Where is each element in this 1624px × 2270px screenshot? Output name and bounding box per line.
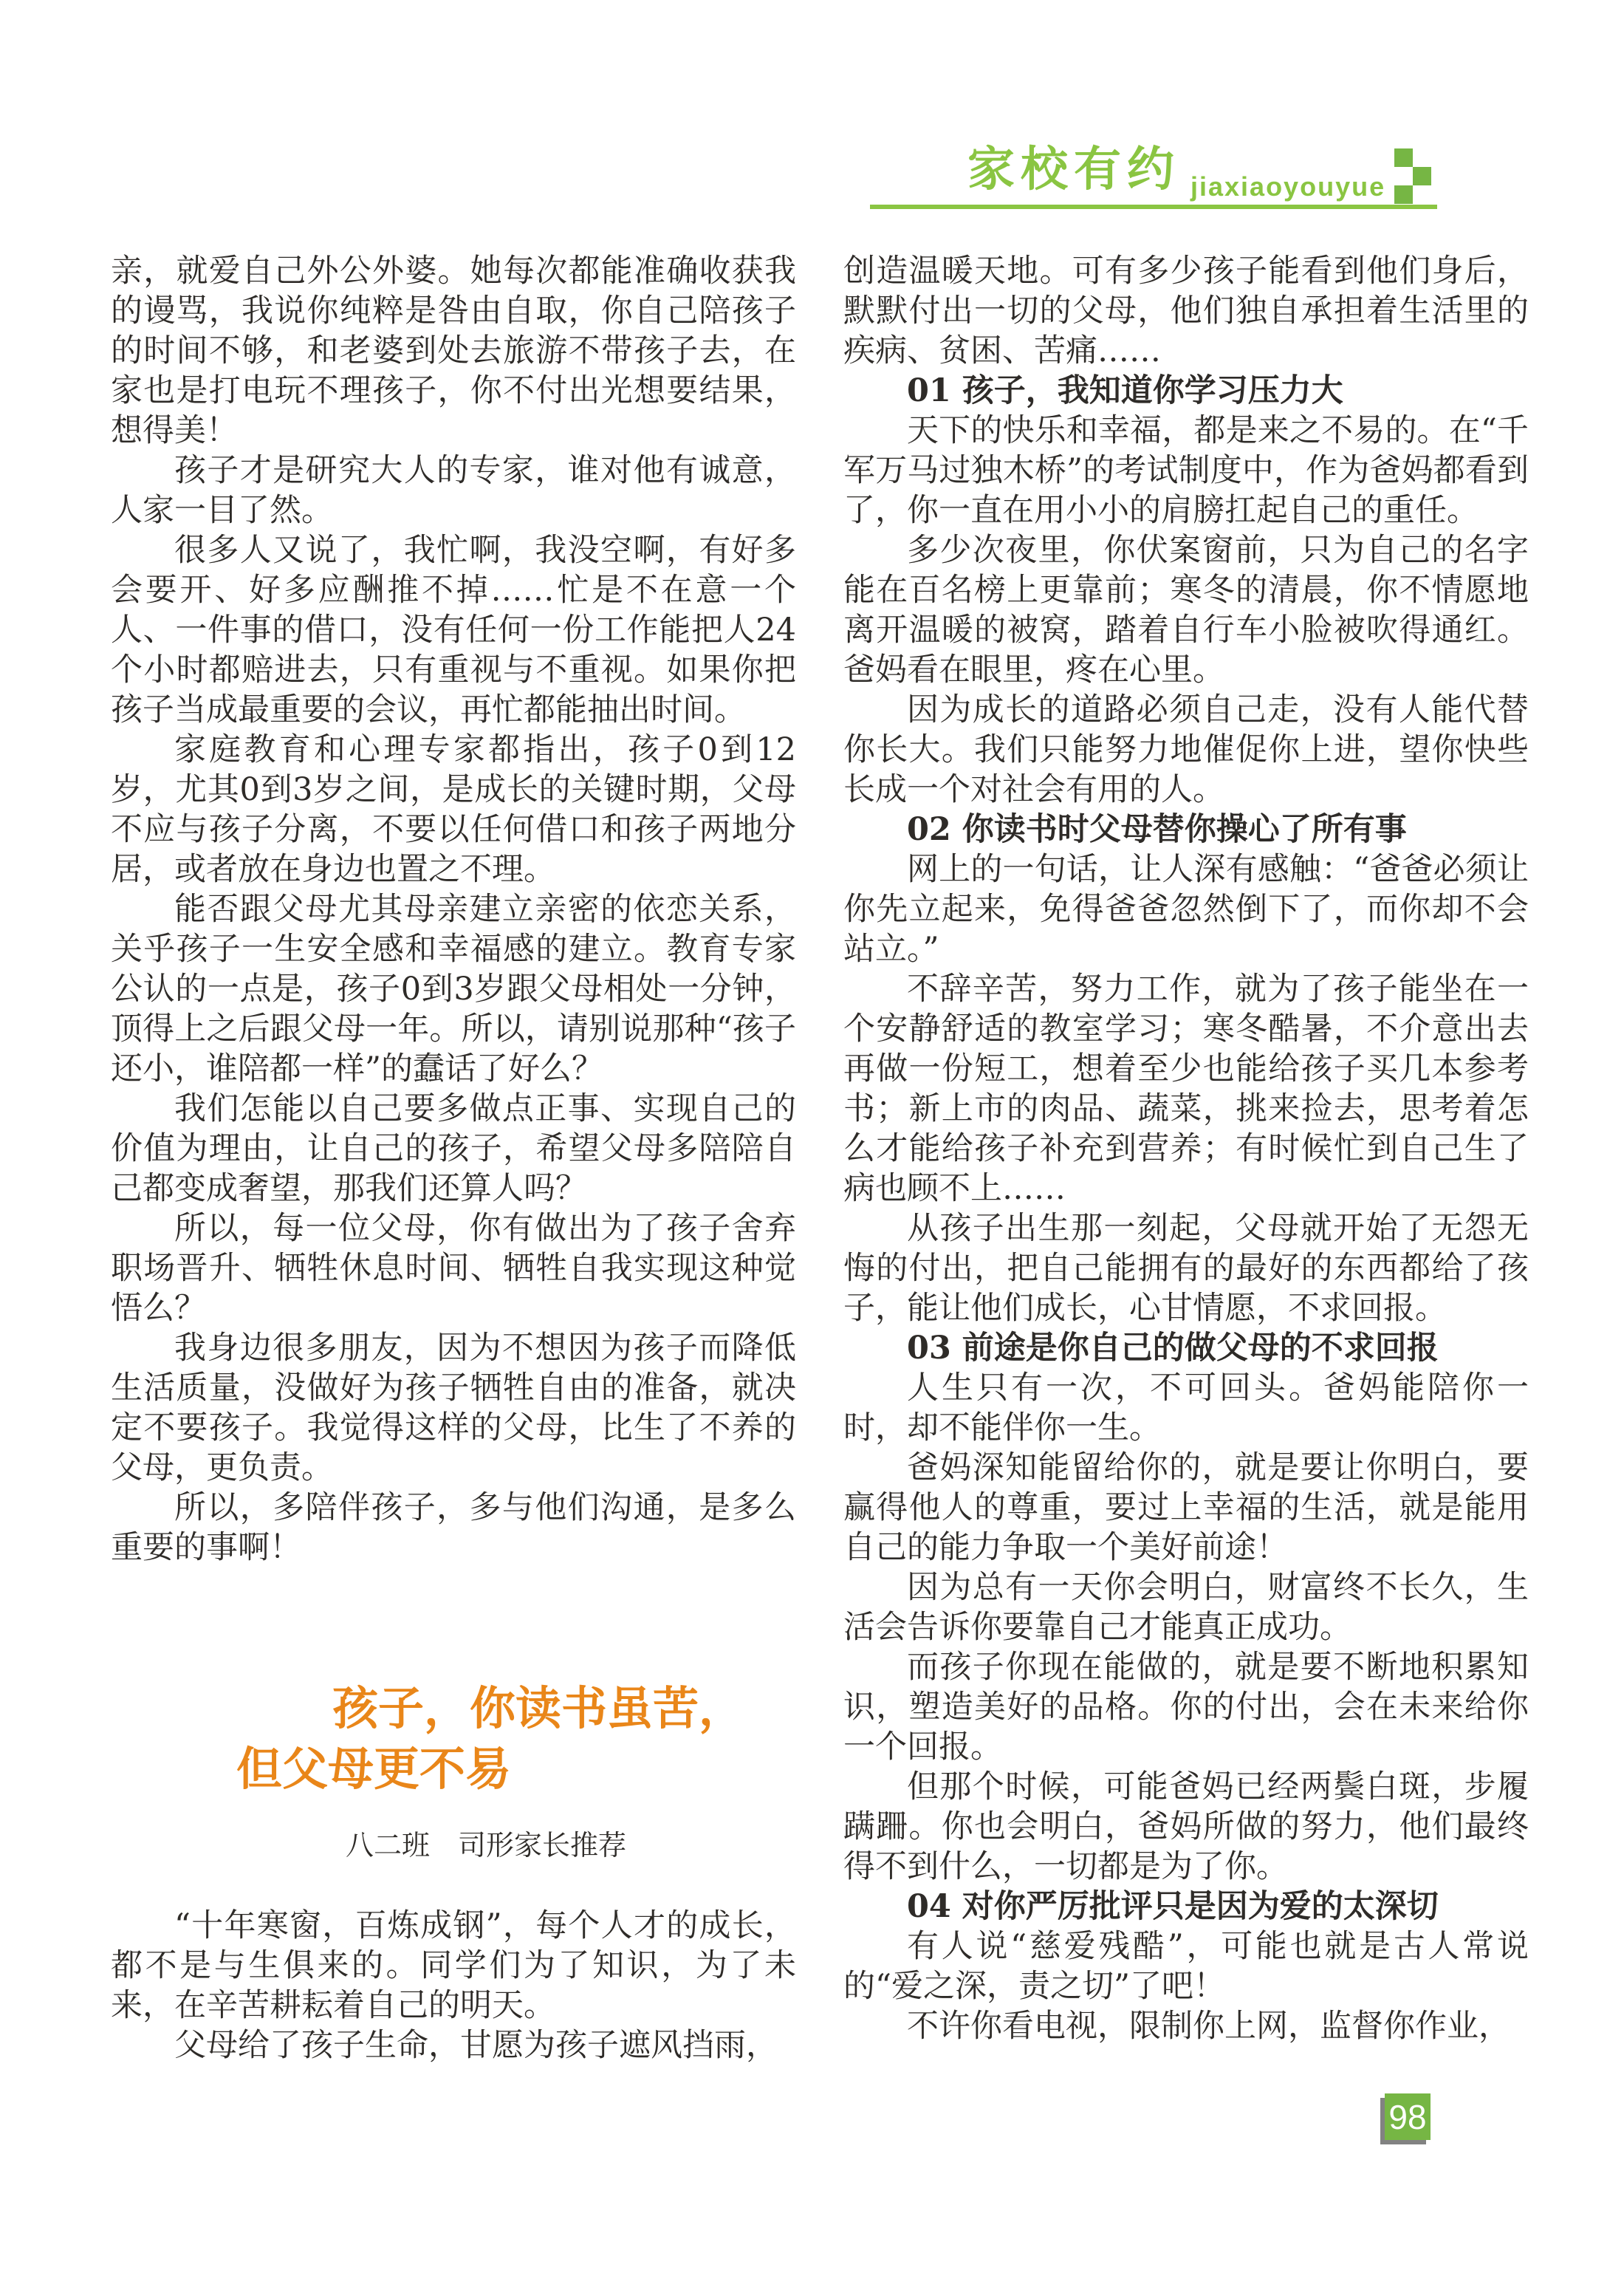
paragraph: 爸妈深知能留给你的，就是要让你明白，要赢得他人的尊重，要过上幸福的生活，就是能用自己的能力争取一个美好前途！: [843, 1449, 1529, 1566]
article-title-line1: 孩子，你读书虽苦，: [332, 1681, 745, 1735]
section-heading: 04 对你严厉批评只是因为爱的太深切: [907, 1888, 1439, 1925]
section-header-pinyin: jiaxiaoyouyue: [1190, 171, 1386, 202]
paragraph: 人生只有一次，不可回头。爸妈能陪你一时，却不能伴你一生。: [843, 1370, 1529, 1446]
logo-square-icon: [1394, 148, 1413, 167]
paragraph: 创造温暖天地。可有多少孩子能看到他们身后，默默付出一切的父母，他们独自承担着生活里的疾病、贫困、苦痛……: [843, 253, 1529, 369]
paragraph: 孩子才是研究大人的专家，谁对他有诚意，人家一目了然。: [111, 452, 796, 529]
paragraph: 我们怎能以自己要多做点正事、实现自己的价值为理由，让自己的孩子，希望父母多陪陪自己都变成奢望，那我们还算人吗？: [111, 1090, 796, 1207]
paragraph: 有人说“慈爱残酷”，可能也就是古人常说的“爱之深，责之切”了吧！: [843, 1928, 1529, 2005]
paragraph: 多少次夜里，你伏案窗前，只为自己的名字能在百名榜上更靠前；寒冬的清晨，你不情愿地离开温暖的被窝，踏着自行车小脸被吹得通红。爸妈看在眼里，疼在心里。: [843, 532, 1529, 688]
paragraph: 天下的快乐和幸福，都是来之不易的。在“千军万马过独木桥”的考试制度中，作为爸妈都看到了，你一直在用小小的肩膀扛起自己的重任。: [843, 412, 1529, 529]
paragraph: 能否跟父母尤其母亲建立亲密的依恋关系，关乎孩子一生安全感和幸福感的建立。教育专家公认的一点是，孩子0到3岁跟父母相处一分钟，顶得上之后跟父母一年。所以，请别说那种“孩子还小，谁陪都一样”的蠢话了好么？: [111, 891, 796, 1087]
paragraph: 很多人又说了，我忙啊，我没空啊，有好多会要开、好多应酬推不掉……忙是不在意一个人、一件事的借口，没有任何一份工作能把人24个小时都赔进去，只有重视与不重视。如果你把孩子当成最重要的会议，再忙都能抽出时间。: [111, 532, 796, 728]
logo-square-icon: [1394, 185, 1413, 204]
paragraph: 不辞辛苦，努力工作，就为了孩子能坐在一个安静舒适的教室学习；寒冬酷暑，不介意出去再做一份短工，想着至少也能给孩子买几本参考书；新上市的肉品、蔬菜，挑来捡去，思考着怎么才能给孩子补充到营养；有时候忙到自己生了病也顾不上……: [843, 971, 1529, 1207]
paragraph: 不许你看电视，限制你上网，监督你作业，: [907, 2008, 1510, 2045]
paragraph: 所以，多陪伴孩子，多与他们沟通，是多么重要的事啊！: [111, 1489, 796, 1566]
paragraph: 从孩子出生那一刻起，父母就开始了无怨无悔的付出，把自己能拥有的最好的东西都给了孩子，能让他们成长，心甘情愿，不求回报。: [843, 1210, 1529, 1327]
section-header-title: 家校有约: [967, 143, 1180, 196]
article-byline: 八二班 司形家长推荐: [346, 1829, 627, 1862]
paragraph: “十年寒窗，百炼成钢”，每个人才的成长，都不是与生俱来的。同学们为了知识，为了未来，在辛苦耕耘着自己的明天。: [111, 1907, 796, 2024]
right-column: [843, 251, 1529, 2046]
paragraph: 但那个时候，可能爸妈已经两鬓白斑，步履蹒跚。你也会明白，爸妈所做的努力，他们最终得不到什么，一切都是为了你。: [843, 1768, 1529, 1885]
header-rule-line: [870, 205, 1437, 209]
paragraph: 所以，每一位父母，你有做出为了孩子舍弃职场晋升、牺牲休息时间、牺牲自我实现这种觉悟么？: [111, 1210, 796, 1327]
section-heading: 03 前途是你自己的做父母的不求回报: [907, 1330, 1439, 1367]
paragraph: 网上的一句话，让人深有感触：“爸爸必须让你先立起来，免得爸爸忽然倒下了，而你却不会站立。”: [843, 851, 1529, 968]
paragraph: 我身边很多朋友，因为不想因为孩子而降低生活质量，没做好为孩子牺牲自由的准备，就决定不要孩子。我觉得这样的父母，比生了不养的父母，更负责。: [111, 1330, 796, 1486]
paragraph: 而孩子你现在能做的，就是要不断地积累知识，塑造美好的品格。你的付出，会在未来给你一个回报。: [843, 1649, 1529, 1765]
paragraph: 亲，就爱自己外公外婆。她每次都能准确收获我的谩骂，我说你纯粹是咎由自取，你自己陪孩子的时间不够，和老婆到处去旅游不带孩子去，在家也是打电玩不理孩子，你不付出光想要结果，想得美！: [111, 253, 796, 449]
paragraph: 因为成长的道路必须自己走，没有人能代替你长大。我们只能努力地催促你上进，望你快些长成一个对社会有用的人。: [843, 691, 1529, 808]
left-column-top-paragraphs: [111, 251, 796, 1568]
article-title: [111, 1678, 796, 1799]
left-column: [111, 251, 796, 2065]
paragraph: 父母给了孩子生命，甘愿为孩子遮风挡雨，: [174, 2027, 778, 2064]
article-title-line2: 但父母更不易: [236, 1742, 512, 1796]
logo-square-icon: [1413, 167, 1431, 185]
paragraph: 家庭教育和心理专家都指出，孩子0到12岁，尤其0到3岁之间，是成长的关键时期，父母不应与孩子分离，不要以任何借口和孩子两地分居，或者放在身边也置之不理。: [111, 731, 796, 888]
section-heading: 02 你读书时父母替你操心了所有事: [907, 811, 1407, 848]
paragraph: 因为总有一天你会明白，财富终不长久，生活会告诉你要靠自己才能真正成功。: [843, 1569, 1529, 1646]
section-heading: 01 孩子，我知道你学习压力大: [907, 372, 1343, 409]
page-number-badge: 98: [1385, 2093, 1431, 2140]
left-column-bottom-paragraphs: [111, 1906, 796, 2065]
